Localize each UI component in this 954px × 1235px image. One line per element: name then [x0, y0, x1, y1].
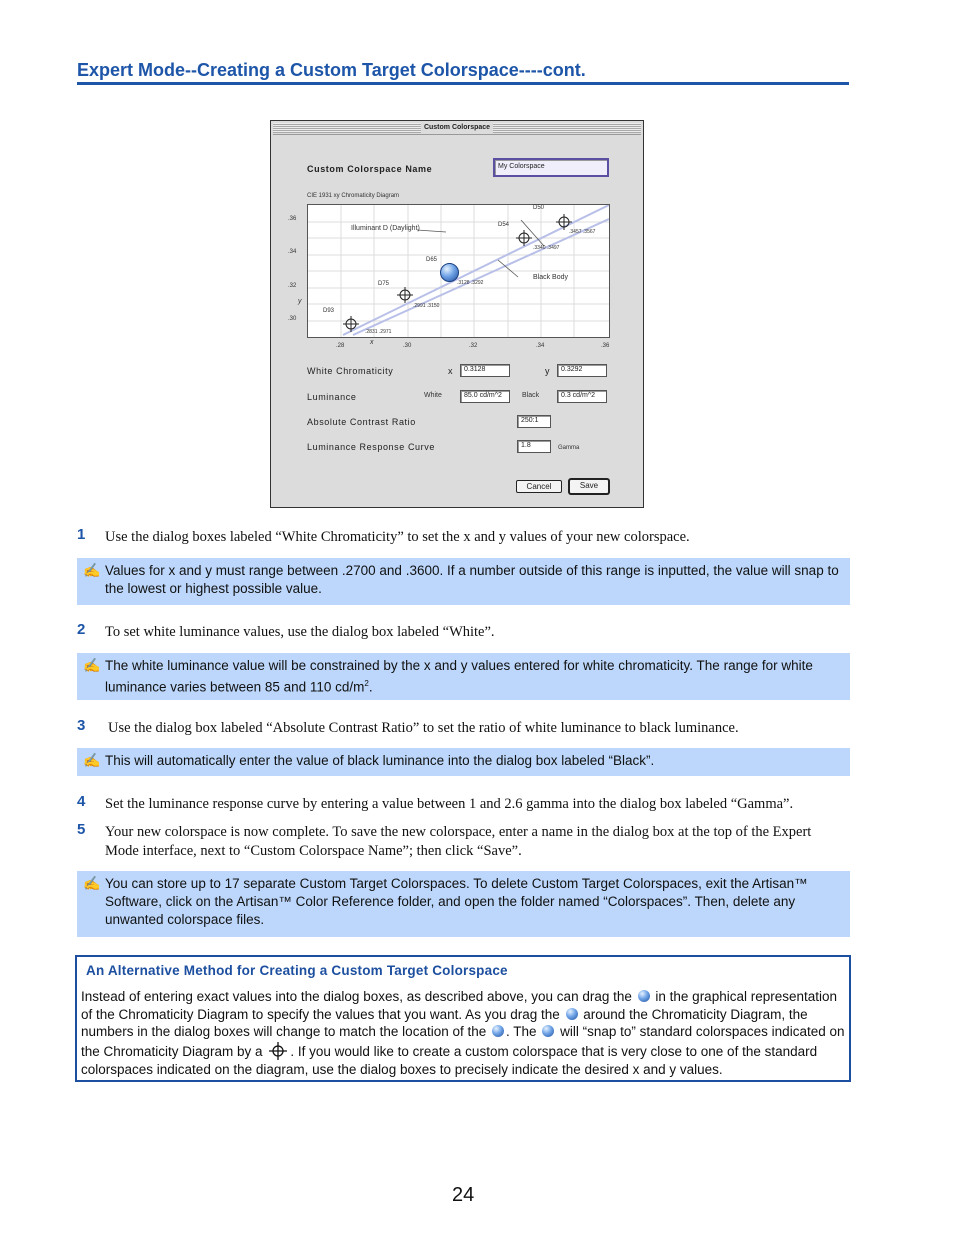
d54-label: D54 — [498, 222, 510, 228]
y-tick: .32 — [288, 283, 297, 289]
save-button[interactable]: Save — [569, 479, 609, 494]
note-box — [77, 871, 850, 937]
dialog-divider — [273, 134, 641, 135]
gamma-label: Gamma — [558, 445, 580, 451]
note-text: You can store up to 17 separate Custom Target Colorspaces. To delete Custom Target Colorspaces, exit the Artisan™ Software, click on the Artisan™ Color Reference folder, and open the folder named “Colorspaces”. Then, delete any unwanted colorspace files. — [105, 876, 808, 927]
diagram-caption: CIE 1931 xy Chromaticity Diagram — [307, 193, 400, 199]
alt-text-part: . The — [506, 1024, 537, 1040]
alt-text-part: . If you would like to create a custom colorspace that is very close to one of the standard colorspaces indicated on the diagram, use the dialog boxes to precisely indicate the desired x and y values. — [81, 1043, 818, 1077]
d54-coords: .3340 .3497 — [533, 245, 560, 251]
black-label: Black — [522, 392, 540, 399]
x-tick: .34 — [536, 343, 545, 349]
d75-coords: .2991 .3150 — [413, 303, 440, 309]
alt-text-part: Instead of entering exact values into the dialog boxes, as described above, you can drag the — [81, 989, 632, 1004]
ball-icon — [542, 1025, 554, 1037]
response-curve-label: Luminance Response Curve — [307, 442, 435, 452]
alternative-method-text — [81, 988, 847, 1078]
y-tick: .36 — [288, 216, 297, 222]
page-heading: Expert Mode--Creating a Custom Target Colorspace----cont. — [77, 60, 849, 85]
x-tick: .36 — [601, 343, 610, 349]
daylight-curve — [353, 219, 609, 335]
note-superscript: 2 — [364, 679, 369, 688]
dialog-titlebar[interactable] — [273, 123, 641, 133]
step-text: Your new colorspace is now complete. To save the new colorspace, enter a name in the dialog box at the top of the Expert Mode interface, next to “Custom Colorspace Name”; then click “Save”. — [105, 824, 812, 859]
step-number: 1 — [77, 526, 86, 543]
alt-text-part: in the graphical representation of the Chromaticity Diagram to specify the values that you want. As you drag the — [81, 989, 838, 1022]
step-text: Set the luminance response curve by entering a value between 1 and 2.6 gamma into the dialog box labeled “Gamma”. — [105, 796, 794, 812]
y-tick: .30 — [288, 316, 297, 322]
note-pencil-icon: ✍ — [83, 752, 101, 768]
page-number: 24 — [452, 1184, 475, 1206]
step-text: Use the dialog box labeled “Absolute Contrast Ratio” to set the ratio of white luminance to black luminance. — [108, 720, 739, 736]
d93-coords: .2831 .2971 — [365, 329, 392, 335]
crosshair-d75-icon[interactable] — [397, 287, 413, 303]
black-luminance-input[interactable]: 0.3 cd/m^2 — [557, 390, 607, 403]
d65-coords: .3128 .3292 — [457, 280, 484, 286]
alternative-method-title: An Alternative Method for Creating a Custom Target Colorspace — [86, 963, 508, 978]
note-text: This will automatically enter the value of black luminance into the dialog box labeled “Black”. — [105, 753, 655, 768]
alternative-method-box — [75, 955, 851, 1082]
black-body-label: Black Body — [533, 274, 569, 281]
y-axis-label: y — [298, 298, 302, 305]
crosshair-d54-icon[interactable] — [516, 230, 532, 246]
alt-text-part: around the Chromaticity Diagram, the numbers in the dialog boxes will change to match the location of the — [81, 1006, 808, 1040]
crosshair-d50-icon[interactable] — [556, 214, 572, 230]
x-tick: .28 — [336, 343, 345, 349]
colorspace-name-label: Custom Colorspace Name — [307, 164, 433, 174]
white-label: White — [424, 392, 442, 399]
alt-text-part: will “snap to” standard colorspaces indicated on the Chromaticity Diagram by a — [81, 1024, 845, 1059]
step-number: 4 — [77, 793, 86, 810]
step-text: To set white luminance values, use the dialog box labeled “White”. — [105, 624, 495, 640]
crosshair-icon — [268, 1041, 288, 1061]
white-y-input[interactable]: 0.3292 — [557, 364, 607, 377]
gamma-input[interactable]: 1.8 — [517, 440, 551, 453]
note-box — [77, 748, 850, 776]
luminance-label: Luminance — [307, 392, 357, 402]
crosshair-d93-icon[interactable] — [343, 316, 359, 332]
white-chromaticity-label: White Chromaticity — [307, 366, 394, 376]
x-field-label: x — [448, 366, 454, 376]
custom-colorspace-dialog — [270, 120, 644, 508]
dialog-title: Custom Colorspace — [421, 123, 493, 133]
d50-coords: .3457 .3567 — [569, 229, 596, 235]
d50-label: D50 — [533, 205, 545, 211]
x-tick: .30 — [403, 343, 412, 349]
step-number: 3 — [77, 717, 86, 734]
white-x-input[interactable]: 0.3128 — [460, 364, 510, 377]
x-tick: .32 — [469, 343, 478, 349]
note-text: Values for x and y must range between .2700 and .3600. If a number outside of this range is inputted, the value will snap to the lowest or highest possible value. — [105, 563, 839, 596]
cancel-button[interactable]: Cancel — [516, 480, 562, 493]
note-box — [77, 558, 850, 605]
step-number: 2 — [77, 621, 86, 638]
ball-icon — [638, 990, 650, 1002]
d75-label: D75 — [378, 281, 390, 287]
colorspace-name-input[interactable]: My Colorspace — [493, 158, 609, 177]
step-number: 5 — [77, 821, 86, 838]
x-axis-label: x — [370, 339, 374, 346]
d93-label: D93 — [323, 308, 335, 314]
note-text-end: . — [368, 679, 373, 695]
ball-icon — [566, 1008, 578, 1020]
contrast-ratio-input[interactable]: 250:1 — [517, 415, 551, 428]
d65-label: D65 — [426, 257, 438, 263]
note-box — [77, 653, 850, 700]
step-text: Use the dialog boxes labeled “White Chromaticity” to set the x and y values of your new colorspace. — [105, 529, 690, 545]
y-field-label: y — [545, 366, 551, 376]
white-luminance-input[interactable]: 85.0 cd/m^2 — [460, 390, 510, 403]
ball-icon — [492, 1025, 504, 1037]
contrast-ratio-label: Absolute Contrast Ratio — [307, 417, 416, 427]
note-text: The white luminance value will be constrained by the x and y values entered for white chromaticity. The range for white luminance varies between 85 and 110 cd/m — [105, 658, 813, 695]
note-pencil-icon: ✍ — [83, 657, 101, 673]
y-tick: .34 — [288, 249, 297, 255]
note-pencil-icon: ✍ — [83, 875, 101, 891]
illuminant-label: Illuminant D (Daylight) — [351, 225, 420, 232]
note-pencil-icon: ✍ — [83, 562, 101, 578]
